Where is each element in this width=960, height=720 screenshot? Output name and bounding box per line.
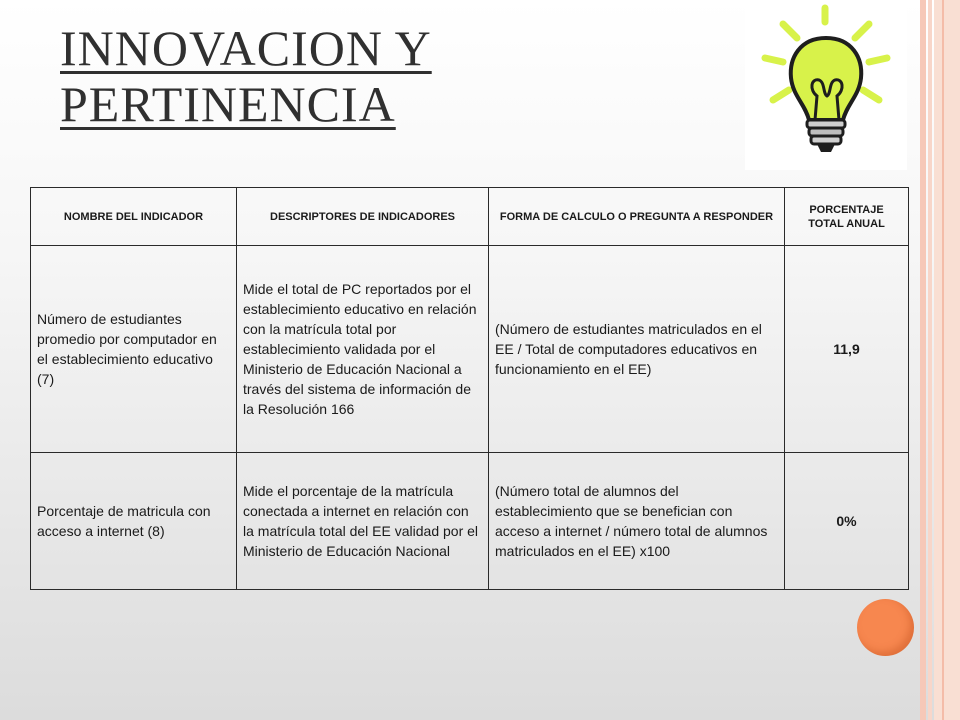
indicator-name-cell: Número de estudiantes promedio por computador en el establecimiento educativo (7) xyxy=(31,246,237,453)
light-bulb-svg xyxy=(745,0,907,170)
orange-circle xyxy=(857,599,914,656)
table-header-row xyxy=(31,188,909,246)
title-line-1: INNOVACION Y xyxy=(60,20,432,76)
title-line-2: PERTINENCIA xyxy=(60,76,396,132)
descriptor-cell: Mide el porcentaje de la matrícula conectada a internet en relación con la matrícula total del EE validad por el Ministerio de Educación Nacional xyxy=(237,453,489,590)
header-formula: FORMA DE CALCULO O PREGUNTA A RESPONDER xyxy=(489,188,785,246)
formula-cell: (Número total de alumnos del establecimiento que se benefician con acceso a internet / número total de alumnos matriculados en el EE) x100 xyxy=(489,453,785,590)
indicator-name-cell: Porcentaje de matricula con acceso a internet (8) xyxy=(31,453,237,590)
table-row xyxy=(31,246,909,453)
light-bulb-icon xyxy=(745,0,907,170)
header-percent: PORCENTAJE TOTAL ANUAL xyxy=(785,188,909,246)
percent-cell: 11,9 xyxy=(785,246,909,453)
formula-cell: (Número de estudiantes matriculados en el EE / Total de computadores educativos en funcionamiento en el EE) xyxy=(489,246,785,453)
indicators-table xyxy=(30,187,909,590)
header-descriptors: DESCRIPTORES DE INDICADORES xyxy=(237,188,489,246)
side-stripe xyxy=(942,0,944,720)
descriptor-cell: Mide el total de PC reportados por el establecimiento educativo en relación con la matrícula total por establecimiento validada por el Ministerio de Educación Nacional a través del sistema de información de la Resolución 166 xyxy=(237,246,489,453)
page-title xyxy=(60,20,432,132)
side-stripe xyxy=(920,0,926,720)
side-stripe xyxy=(928,0,932,720)
table-row xyxy=(31,453,909,590)
percent-cell: 0% xyxy=(785,453,909,590)
side-stripe xyxy=(934,0,960,720)
header-indicator-name: NOMBRE DEL INDICADOR xyxy=(31,188,237,246)
